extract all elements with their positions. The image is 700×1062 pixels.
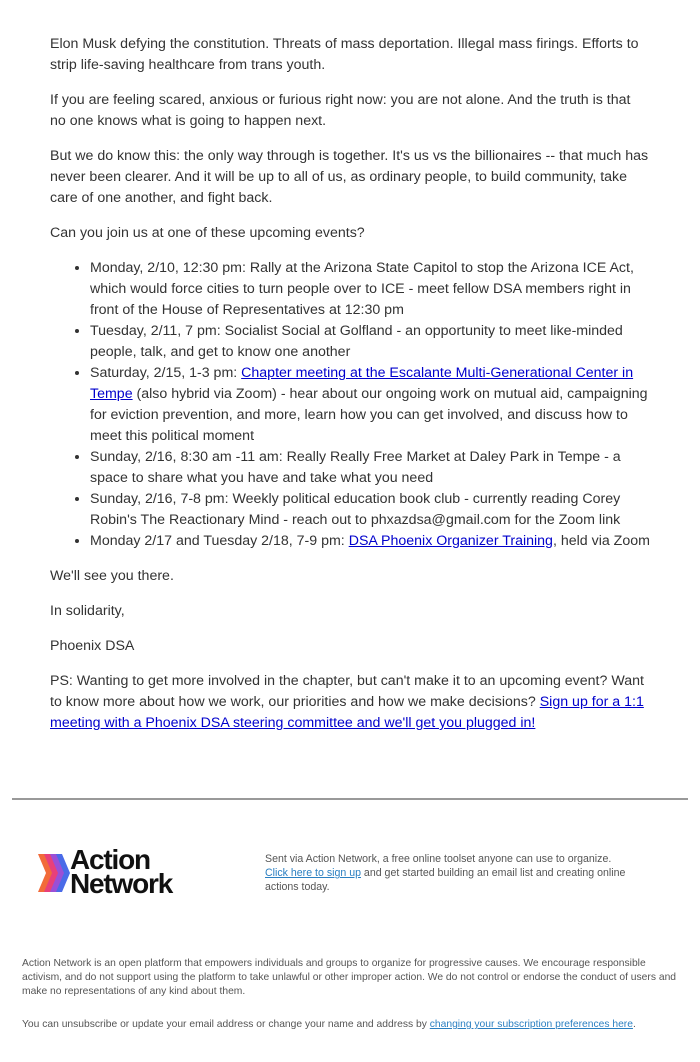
event-prefix: Saturday, 2/15, 1-3 pm: [90,365,242,381]
footer-divider [12,798,688,800]
logo-wordmark [70,844,173,899]
email-body [50,34,650,748]
list-item: • Monday, 2/10, 12:30 pm: Rally at the Arizona State Capitol to stop the Arizona ICE Act, which would force cities to turn people over to ICE - meet fellow DSA members right in front of the House of Representatives at 12:30 pm [90,258,650,321]
list-item [90,363,650,447]
signup-rest: and get started building an email list and creating online actions today. [265,867,626,893]
ps-text: PS: Wanting to get more involved in the chapter, but can't make it to an upcoming event? Want to know more about how we work, our priorities and how we make decisions? [50,673,644,710]
list-item: • Tuesday, 2/11, 7 pm: Socialist Social at Golfland - an opportunity to meet like-minded people, talk, and get to know one another [90,321,650,363]
signup-link[interactable]: Click here to sign up [265,867,361,879]
sent-via-line: Sent via Action Network, a free online toolset anyone can use to organize. [265,853,612,865]
unsubscribe-end: . [632,1019,636,1030]
chapter-meeting-link[interactable]: Chapter meeting at the Escalante Multi-Generational Center in Tempe [90,365,634,402]
intro-paragraph-2: If you are feeling scared, anxious or furious right now: you are not alone. And the truth is that no one knows what is going to happen next. [50,92,631,129]
signup-line [265,866,635,894]
solidarity-text: In solidarity, [50,603,125,619]
event-suffix: (also hybrid via Zoom) - hear about our ongoing work on mutual aid, campaigning for eviction prevention, and more, learn how you can get involved, and discuss how to meet this political moment [90,386,648,444]
see-you-text: We'll see you there. [50,568,174,584]
intro-paragraph-3: But we do know this: the only way through is together. It's us vs the billionaires -- that much has never been clearer. And it will be up to all of us, as ordinary people, to build community, take care of one another, and fight back. [50,148,649,206]
logo-line-2: Network [70,868,173,899]
one-on-one-signup-link[interactable]: Sign up for a 1:1 meeting with a Phoenix DSA steering committee and we'll get you plugged in! [50,694,644,731]
chevrons-icon [38,850,72,896]
intro-paragraph-1: Elon Musk defying the constitution. Threats of mass deportation. Illegal mass firings. Efforts to strip life-saving healthcare from trans youth. [50,36,639,73]
event-prefix: Monday 2/17 and Tuesday 2/18, 7-9 pm: [90,533,349,549]
disclaimer-text: Action Network is an open platform that empowers individuals and groups to organize for progressive causes. We encourage responsible activism, and do not support using the platform to take unlawful or other improper action. We do not control or endorse the conduct of users and make no representations of any kind about them. [22,958,677,997]
subscription-preferences-link[interactable]: changing your subscription preferences here [429,1019,633,1030]
sent-via-text [265,852,635,894]
unsubscribe-text [22,1018,686,1032]
signature: Phoenix DSA [50,638,135,654]
list-item: • Sunday, 2/16, 7-8 pm: Weekly political education book club - currently reading Corey Robin's The Reactionary Mind - reach out to phxazdsa@gmail.com for the Zoom link [90,489,650,531]
logo-line-1: Action [70,844,150,875]
list-item: • Sunday, 2/16, 8:30 am -11 am: Really Really Free Market at Daley Park in Tempe - a space to share what you have and take what you need [90,447,650,489]
list-item [90,531,650,552]
events-question: Can you join us at one of these upcoming events? [50,225,365,241]
action-network-logo[interactable] [38,844,198,899]
event-suffix: , held via Zoom [552,533,650,549]
ps-paragraph [50,671,650,734]
unsubscribe-prefix: You can unsubscribe or update your email address or change your name and address by [22,1019,430,1030]
organizer-training-link[interactable]: DSA Phoenix Organizer Training [348,533,553,549]
events-list [50,258,650,552]
